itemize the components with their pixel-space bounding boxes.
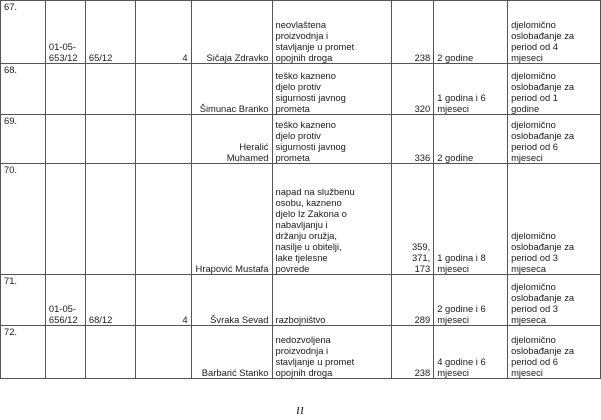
table-row [1,164,601,275]
sentence: 2 godine [437,52,474,63]
article: 238 [414,367,431,378]
table-row [1,115,601,164]
sentence-cell [434,64,508,115]
article-cell [392,275,434,326]
count-cell [135,64,191,115]
sentence-cell [434,326,508,379]
relief: djelomično oslobađanje za period od 1 godine [511,70,575,114]
relief: djelomično oslobađanje za period od 6 mjeseci [511,334,575,378]
person-name-cell [191,1,272,64]
person-name: Sičaja Zdravko [206,52,269,63]
person-name: Hrapović Mustafa [195,263,269,274]
reference-number-cell [85,275,135,326]
table-row [1,326,601,379]
row-number: 71. [1,275,46,326]
article: 336 [414,152,431,163]
article-cell [392,115,434,164]
table-row [1,275,601,326]
count-cell [135,164,191,275]
offense: nedozvoljena proizvodnja i stavljanje u promet opojnih droga [275,334,355,378]
count: 4 [182,52,188,63]
relief: djelomično oslobađanje za period od 6 mjeseci [511,119,575,163]
sentence: 2 godine [437,152,474,163]
relief-cell [508,164,601,275]
article: 289 [414,314,431,325]
reference-number-cell [85,164,135,275]
relief-cell [508,275,601,326]
case-number: 01-05- 653/12 [48,41,78,63]
relief-cell [508,64,601,115]
row-number: 67. [1,1,46,64]
offense-cell [272,115,392,164]
case-number-cell [45,115,85,164]
person-name: Šimunac Branko [199,103,269,114]
table-row [1,64,601,115]
relief-cell [508,326,601,379]
offense-cell [272,326,392,379]
sentence: 4 godine i 6 mjeseci [437,356,486,378]
person-name-cell [191,275,272,326]
sentence: 1 godina i 8 mjeseci [437,252,486,274]
offense: razbojništvo [275,314,326,325]
reference-number-cell [85,64,135,115]
reference-number-cell [85,1,135,64]
count: 4 [182,314,188,325]
person-name-cell [191,115,272,164]
sentence-cell [434,164,508,275]
article: 359, 371, 173 [411,241,431,274]
article-cell [392,164,434,275]
offense: teško kazneno djelo protiv sigurnosti javnog prometa [275,119,346,163]
relief: djelomično oslobađanje za period od 3 mjeseca [511,230,575,274]
offense-cell [272,1,392,64]
relief: djelomično oslobađanje za period od 4 mjeseci [511,19,575,63]
reference-number-cell [85,115,135,164]
relief-cell [508,115,601,164]
case-number-cell [45,326,85,379]
reference-number: 65/12 [88,52,113,63]
person-name: Švraka Sevad [210,314,269,325]
person-name: Barbarić Stanko [201,367,269,378]
offense: teško kazneno djelo protiv sigurnosti javnog prometa [275,70,346,114]
sentence: 2 godine i 6 mjeseci [437,303,486,325]
case-number: 01-05- 656/12 [48,303,78,325]
article-cell [392,1,434,64]
case-number-cell [45,164,85,275]
row-number: 70. [1,164,46,275]
reference-number-cell [85,326,135,379]
person-name-cell [191,64,272,115]
article: 238 [414,52,431,63]
article-cell [392,64,434,115]
case-number-cell [45,64,85,115]
count-cell [135,1,191,64]
offense: napad na službenu osobu, kazneno djelo Iz Zakona o nabavljanju i držanju oružja, nasilje u obitelji, lake tjelesne povrede [275,186,355,274]
sentence-cell [434,275,508,326]
relief: djelomično oslobađanje za period od 3 mjeseca [511,281,575,325]
offense: neovlaštena proizvodnja i stavljanje u promet opojnih droga [275,19,355,63]
person-name: Heralić Muhamed [226,141,269,163]
article-cell [392,326,434,379]
reference-number: 68/12 [88,314,113,325]
person-name-cell [191,164,272,275]
article: 320 [414,103,431,114]
case-number-cell [45,275,85,326]
count-cell [135,275,191,326]
count-cell [135,115,191,164]
row-number: 72. [1,326,46,379]
handwritten-mark: ıı [296,402,305,418]
case-number-cell [45,1,85,64]
sentence-cell [434,115,508,164]
person-name-cell [191,326,272,379]
count-cell [135,326,191,379]
sentence: 1 godina i 6 mjeseci [437,92,486,114]
offense-cell [272,64,392,115]
offense-cell [272,164,392,275]
row-number: 69. [1,115,46,164]
relief-cell [508,1,601,64]
table-row [1,1,601,64]
offense-cell [272,275,392,326]
row-number: 68. [1,64,46,115]
sentence-cell [434,1,508,64]
